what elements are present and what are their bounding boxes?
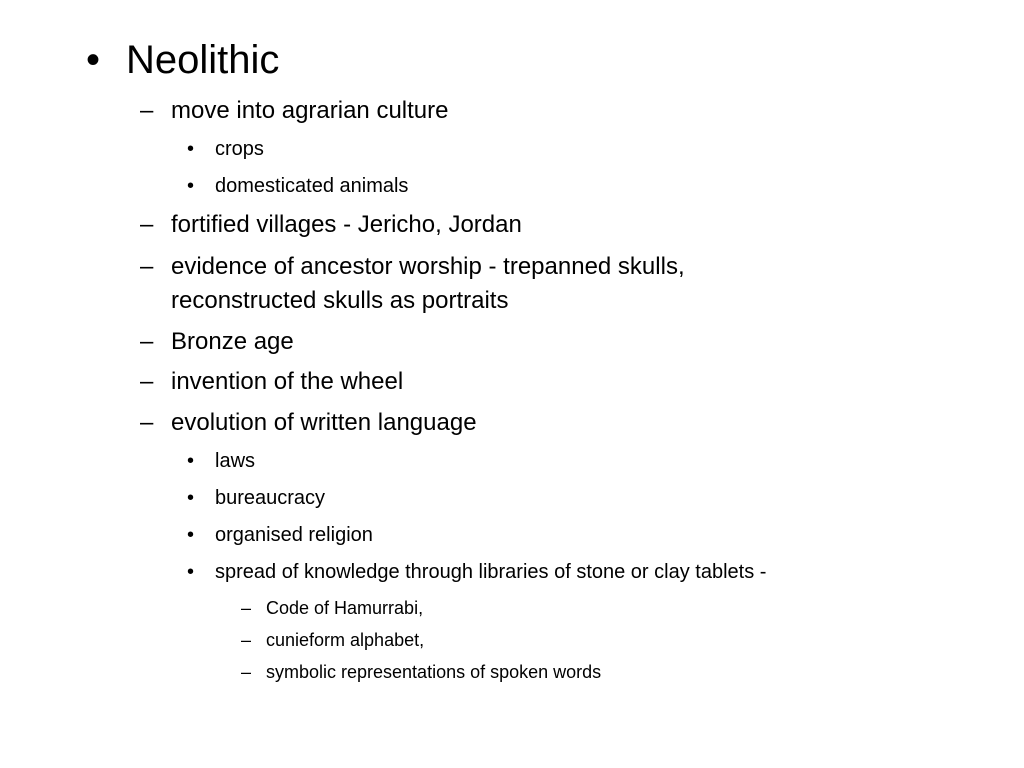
list-item-wheel — [140, 365, 403, 398]
item-text: reconstructed skulls as portraits — [171, 287, 509, 314]
dash-icon: – — [140, 368, 154, 395]
list-item-cunieform — [241, 628, 424, 652]
dash-icon: – — [241, 662, 252, 682]
item-text: invention of the wheel — [171, 368, 404, 395]
item-text: laws — [215, 450, 256, 472]
item-text: bureaucracy — [215, 487, 326, 509]
list-item-religion — [187, 523, 373, 547]
dash-icon: – — [140, 97, 154, 124]
dash-icon: – — [241, 630, 252, 650]
dash-icon: – — [140, 211, 154, 238]
dash-icon: – — [140, 409, 154, 436]
bullet-icon: • — [187, 175, 195, 197]
list-item-animals — [187, 174, 408, 198]
item-text: evidence of ancestor worship - trepanned skulls, — [171, 253, 685, 280]
list-item-ancestor-continued — [171, 284, 508, 317]
list-item-written — [140, 406, 477, 439]
list-item-hamurrabi — [241, 596, 423, 620]
title-text: Neolithic — [126, 38, 280, 82]
list-item-laws — [187, 449, 255, 473]
dash-icon: – — [140, 328, 154, 355]
bullet-icon: • — [187, 524, 195, 546]
bullet-icon: • — [187, 561, 195, 583]
bullet-icon: • — [86, 38, 101, 82]
bullet-icon: • — [187, 138, 195, 160]
list-item-crops — [187, 137, 264, 161]
item-text: cunieform alphabet, — [266, 630, 425, 650]
list-item-knowledge — [187, 560, 766, 584]
item-text: Code of Hamurrabi, — [266, 598, 424, 618]
bullet-icon: • — [187, 487, 195, 509]
item-text: Bronze age — [171, 328, 294, 355]
list-item-symbolic — [241, 660, 601, 684]
dash-icon: – — [140, 253, 154, 280]
item-text: domesticated animals — [215, 175, 409, 197]
item-text: symbolic representations of spoken words — [266, 662, 602, 682]
item-text: crops — [215, 138, 264, 160]
item-text: evolution of written language — [171, 409, 477, 436]
list-item-bronze — [140, 325, 294, 358]
bullet-icon: • — [187, 450, 195, 472]
item-text: spread of knowledge through libraries of stone or clay tablets - — [215, 561, 767, 583]
item-text: fortified villages - Jericho, Jordan — [171, 211, 522, 238]
list-item-villages — [140, 208, 522, 241]
item-text: organised religion — [215, 524, 373, 546]
list-item-bureaucracy — [187, 486, 325, 510]
dash-icon: – — [241, 598, 252, 618]
title-item — [86, 38, 279, 82]
list-item-agrarian — [140, 94, 448, 127]
list-item-ancestor — [140, 250, 685, 283]
item-text: move into agrarian culture — [171, 97, 449, 124]
